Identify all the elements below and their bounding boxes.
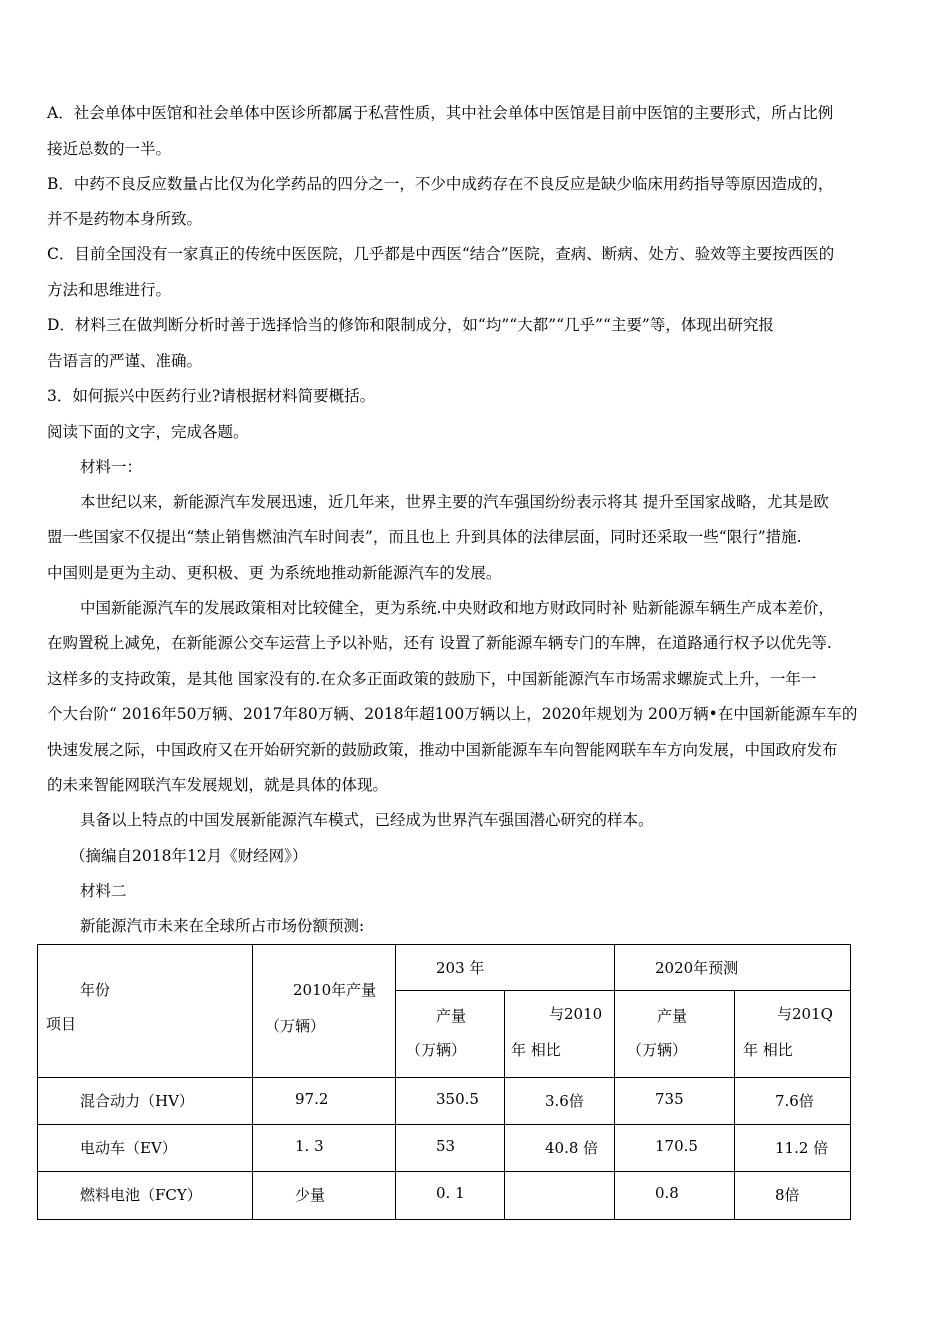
h: （万辆） — [627, 1041, 688, 1060]
header-compare-2020 — [735, 991, 851, 1078]
option-b-line2: 并不是药物本身所致。 — [47, 210, 203, 228]
option-d-line1: D．材料三在做判断分析时善于选择恰当的修饰和限制成分，如“均”“大都”“几乎”“主要”等，体现出研究报 — [47, 316, 774, 334]
cell: 735 — [655, 1090, 684, 1108]
cell: 7.6倍 — [775, 1092, 814, 1110]
instruction: 阅读下面的文字，完成各题。 — [47, 423, 249, 441]
header-year: 年份 — [80, 981, 111, 999]
table-row — [38, 1172, 851, 1220]
cell: 混合动力（HV） — [80, 1092, 194, 1110]
option-c-line1: C．目前全国没有一家真正的传统中医医院，几乎都是中西医“结合”医院，查病、断病、处方、验效等主要按西医的 — [47, 245, 835, 263]
cell: 0. 1 — [436, 1184, 465, 1202]
para1-line: 本世纪以来，新能源汽车发展迅速，近几年来，世界主要的汽车强国纷纷表示将其 提升至国家战略，尤其是欧 — [80, 493, 829, 511]
para1-line: 盟一些国家不仅提出“禁止销售燃油汽车时间表”，而且也上 升到具体的法律层面，同时还采取一些“限行”措施. — [47, 528, 802, 546]
market-share-table — [37, 944, 851, 1220]
header-2020-label: 2020年预测 — [655, 959, 739, 977]
material1-title: 材料一： — [80, 458, 143, 476]
cell: 53 — [436, 1137, 456, 1155]
cell: 11.2 倍 — [775, 1139, 829, 1157]
cell: 170.5 — [655, 1137, 698, 1155]
question-3: 3．如何振兴中医药行业?请根据材料简要概括。 — [47, 387, 376, 405]
header-output — [396, 991, 505, 1078]
header-item: 项目 — [46, 1015, 77, 1033]
cell: 电动车（EV） — [80, 1139, 177, 1157]
para1-line: 中国则是更为主动、更积极、更 为系统地推动新能源汽车的发展。 — [47, 564, 502, 582]
header-year-item — [38, 945, 253, 1078]
h: 与2010 — [549, 1005, 603, 1024]
table-row — [38, 1078, 851, 1125]
cell: 0.8 — [655, 1184, 679, 1202]
header-compare — [505, 991, 615, 1078]
cell: 少量 — [295, 1186, 326, 1204]
option-b-line1: B．中药不良反应数量占比仅为化学药品的四分之一，不少中成药存在不良反应是缺少临床用药指导等原因造成的， — [47, 175, 834, 193]
table-caption: 新能源汽市未来在全球所占市场份额预测: — [80, 917, 365, 935]
h: 年 相比 — [511, 1041, 561, 1060]
header-2010-label: 2010年产量 — [293, 981, 377, 999]
table-row — [38, 1125, 851, 1172]
header-2010-unit: （万辆） — [265, 1017, 326, 1035]
cell: 97.2 — [295, 1090, 329, 1108]
source: （摘编自2018年12月《财经网》） — [70, 847, 308, 865]
cell: 40.8 倍 — [545, 1139, 599, 1157]
header-203 — [396, 945, 615, 991]
cell: 3.6倍 — [545, 1092, 584, 1110]
header-output-2020 — [615, 991, 735, 1078]
h: 产量 — [657, 1007, 688, 1026]
option-c-line2: 方法和思维进行。 — [47, 281, 172, 299]
h: 与201Q — [777, 1005, 833, 1024]
material2-title: 材料二 — [80, 882, 127, 900]
h: 产量 — [436, 1007, 467, 1026]
header-203-label: 203 年 — [436, 959, 485, 977]
para2-line: 这样多的支持政策，是其他 国家没有的.在众多正面政策的鼓励下，中国新能源汽车市场需求螺旋式上升，一年一 — [47, 670, 817, 688]
para3: 具备以上特点的中国发展新能源汽车模式，已经成为世界汽车强国潜心研究的样本。 — [80, 811, 654, 829]
para2-line: 个大台阶“ 2016年50万辆、2017年80万辆、2018年超100万辆以上，2020年规划为 200万辆•在中国新能源车车的 — [47, 705, 858, 723]
cell: 8倍 — [775, 1186, 800, 1204]
para2-line: 在购置税上减免，在新能源公交车运营上予以补贴，还有 设置了新能源车辆专门的车牌，在道路通行权予以优先等. — [47, 634, 832, 652]
option-a-line1: A．社会单体中医馆和社会单体中医诊所都属于私营性质，其中社会单体中医馆是目前中医馆的主要形式，所占比例 — [47, 104, 834, 122]
header-2010 — [253, 945, 396, 1078]
option-d-line2: 告语言的严谨、准确。 — [47, 352, 203, 370]
option-a-line2: 接近总数的一半。 — [47, 140, 172, 158]
h: （万辆） — [406, 1041, 467, 1060]
para2-line: 的未来智能网联汽车发展规划，就是具体的体现。 — [47, 776, 389, 794]
para2-line: 中国新能源汽车的发展政策相对比较健全，更为系统.中央财政和地方财政同时补 贴新能源车辆生产成本差价， — [80, 599, 834, 617]
cell: 燃料电池（FCY） — [80, 1186, 202, 1204]
cell: 1. 3 — [295, 1137, 324, 1155]
header-2020 — [615, 945, 851, 991]
para2-line: 快速发展之际，中国政府又在开始研究新的鼓励政策，推动中国新能源车车向智能网联车车方向发展，中国政府发布 — [47, 741, 838, 759]
cell: 350.5 — [436, 1090, 479, 1108]
h: 年 相比 — [743, 1041, 793, 1060]
